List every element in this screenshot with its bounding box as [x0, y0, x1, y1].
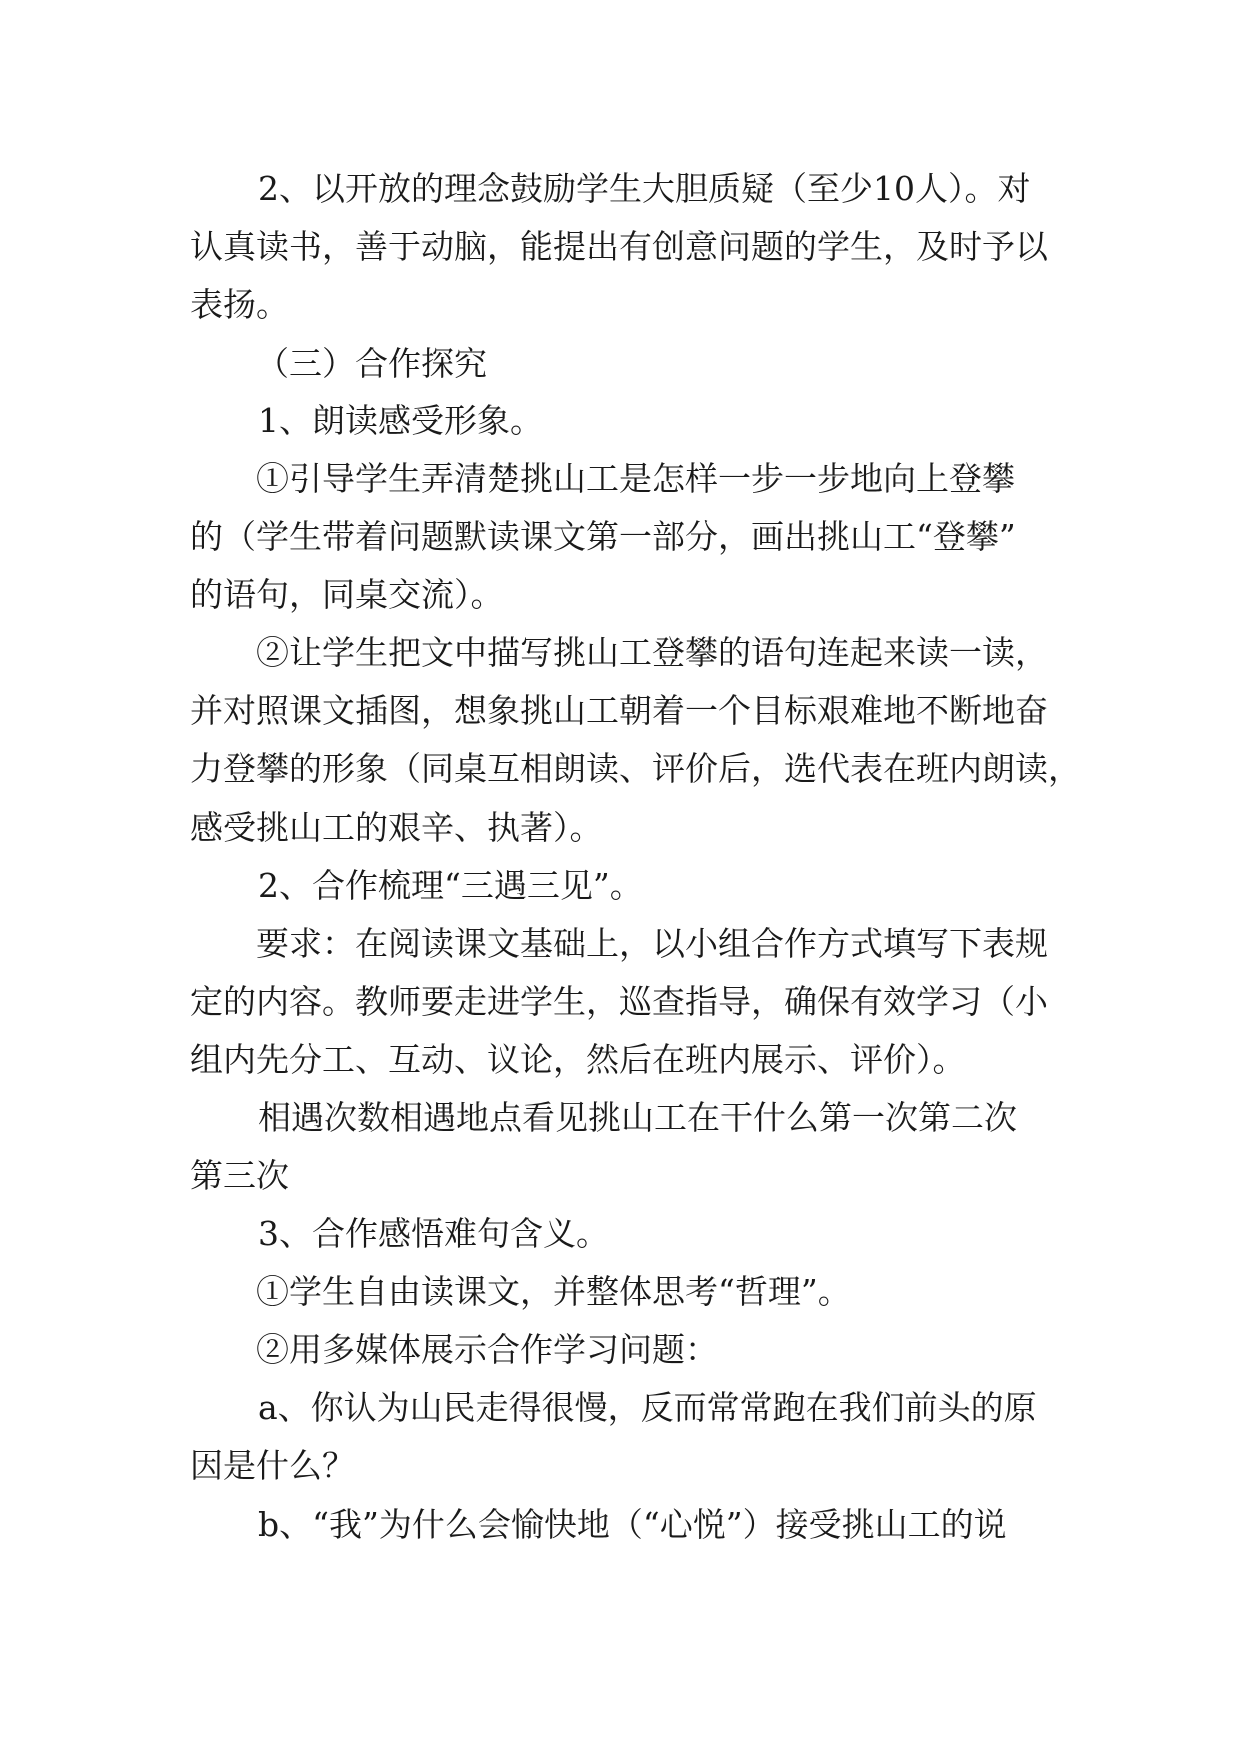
paragraph-line: 并对照课文插图，想象挑山工朝着一个目标艰难地不断地奋 [190, 691, 1048, 730]
paragraph-line: ①引导学生弄清楚挑山工是怎样一步一步地向上登攀 [256, 459, 1015, 498]
paragraph-line: 感受挑山工的艰辛、执著）。 [190, 808, 603, 847]
table-text-line: 相遇次数相遇地点看见挑山工在干什么第一次第二次 [258, 1098, 1017, 1137]
paragraph-line: 力登攀的形象（同桌互相朗读、评价后，选代表在班内朗读， [190, 749, 1081, 788]
paragraph-line: ②用多媒体展示合作学习问题： [256, 1330, 718, 1369]
paragraph-line: 的（学生带着问题默读课文第一部分，画出挑山工“登攀” [190, 517, 1016, 556]
paragraph-line: 组内先分工、互动、议论，然后在班内展示、评价）。 [190, 1040, 966, 1079]
section-heading: （三）合作探究 [256, 344, 487, 383]
paragraph-line: 定的内容。教师要走进学生，巡查指导，确保有效学习（小 [190, 982, 1048, 1021]
paragraph-line: ②让学生把文中描写挑山工登攀的语句连起来读一读， [256, 633, 1048, 672]
paragraph-line: 认真读书，善于动脑，能提出有创意问题的学生，及时予以 [190, 227, 1048, 266]
paragraph-line: 表扬。 [190, 285, 289, 324]
paragraph-line: a、你认为山民走得很慢，反而常常跑在我们前头的原 [258, 1388, 1037, 1427]
paragraph-line: 的语句，同桌交流）。 [190, 575, 504, 614]
paragraph-line: ①学生自由读课文，并整体思考“哲理”。 [256, 1272, 851, 1311]
subsection-heading: 3、合作感悟难句含义。 [258, 1214, 609, 1253]
subsection-heading: 2、合作梳理“三遇三见”。 [258, 866, 643, 905]
subsection-heading: 1、朗读感受形象。 [258, 401, 543, 440]
paragraph-line: b、“我”为什么会愉快地（“心悦”）接受挑山工的说 [258, 1505, 1007, 1544]
table-text-line: 第三次 [190, 1156, 289, 1195]
paragraph-line: 要求：在阅读课文基础上，以小组合作方式填写下表规 [256, 924, 1048, 963]
paragraph-line: 因是什么？ [190, 1446, 355, 1485]
paragraph-line: 2、以开放的理念鼓励学生大胆质疑（至少10人）。对 [258, 169, 1031, 208]
